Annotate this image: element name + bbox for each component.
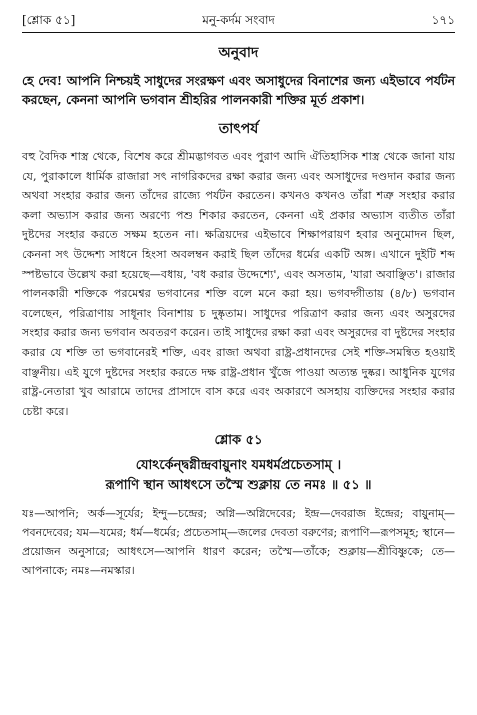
- translation-heading: অনুবাদ: [218, 45, 259, 61]
- purport-text: বহু বৈদিক শাস্ত্র থেকে, বিশেষ করে শ্রীমদ্ভাগবত এবং পুরাণ আদি ঐতিহাসিক শাস্ত্র থেকে জানা যায় যে, পুরাকালে ধার্মিক রাজারা সৎ নাগরিকদের রক্ষা করার জন্য এবং অসাধুদের দণ্ডদান করার জন্য অথবা সংহার করার জন্য তাঁদের রাজ্যে পর্যটন করতেন। কখনও কখনও তাঁরা শত্রু সংহার করার কলা অভ্যাস করার জন্য অরণ্যে পশু শিকার করতেন, কেননা এই প্রকার অভ্যাস ব্যতীত তাঁরা দুষ্টদের সংহার করতে সক্ষম হতেন না। ক্ষত্রিয়দের এইভাবে শিক্ষাপরায়ণ হবার অনুমোদন ছিল, কেননা সৎ উদ্দেশ্য সাধনে হিংসা অবলম্বন করাই ছিল তাঁদের ধর্মের একটি অঙ্গ। এখানে দুইটি শব্দ স্পষ্টভাবে উল্লেখ করা হয়েছে—বধায়, 'বধ করার উদ্দেশ্যে', এবং অসতাম, 'যারা অবাঞ্ছিত'। রাজার পালনকারী শক্তিকে পরমেশ্বর ভগবানের শক্তি বলে মনে করা হয়। ভগবদ্গীতায় (৪/৮) ভগবান বলেছেন, পরিত্রাণায় সাধূনাং বিনাশায় চ দুষ্কৃতাম। সাধুদের পরিত্রাণ করার জন্য এবং অসুরদের সংহার করার জন্য ভগবান অবতরণ করেন। তাই সাধুদের রক্ষা করা এবং অসুরদের বা দুষ্টদের সংহার করার যে শক্তি তা ভগবানেরই শক্তি, এবং রাজা অথবা রাষ্ট্র-প্রধানদের সেই শক্তি-সমন্বিত হওয়াই বাঞ্ছনীয়। এই যুগে দুষ্টদের সংহার করতে দক্ষ রাষ্ট্র-প্রধান খুঁজে পাওয়া অত্যন্ত দুষ্কর। আধুনিক যুগের রাষ্ট্র-নেতারা খুব আরামে তাদের প্রাসাদে বাস করে এবং অকারণে অসহায় ব্যক্তিদের সংহার করার চেষ্টা করে।: [22, 150, 455, 418]
- verse-line-2: রূপাণি স্থান আধৎসে তস্মৈ শুক্লায় তে নমঃ ॥ ৫১ ॥: [105, 478, 372, 494]
- page-header: [22, 10, 455, 32]
- header-divider: [22, 32, 455, 33]
- chapter-running-title: মনু-কর্দম সংবাদ: [202, 13, 275, 27]
- page-number: ১৭১: [431, 13, 455, 27]
- purport-heading: তাৎপর্য: [218, 121, 259, 137]
- word-for-word-synonyms: যঃ—আপনি; অর্ক—সূর্যের; ইন্দু—চন্দ্রের; অগ্নি—অগ্নিদেবের; ইন্দ্র—দেবরাজ ইন্দ্রের; বায়ুনাম্—পবনদেবের; যম—যমের; ধর্ম—ধর্মের; প্রচেতসাম্—জলের দেবতা বরুণের; রূপাণি—রূপসমূহ; স্থানে—প্রয়োজন অনুসারে; আধৎসে—আপনি ধারণ করেন; তস্মৈ—তাঁকে; শুক্লায়—শ্রীবিষ্ণুকে; তে—আপনাকে; নমঃ—নমস্কার।: [22, 507, 455, 578]
- verse-reference: [শ্লোক ৫১]: [22, 13, 76, 27]
- translation-text: হে দেব! আপনি নিশ্চয়ই সাধুদের সংরক্ষণ এবং অসাধুদের বিনাশের জন্য এইভাবে পর্যটন করছেন, কেননা আপনি ভগবান শ্রীহরির পালনকারী শক্তির মূর্ত প্রকাশ।: [22, 73, 455, 107]
- verse-number-heading: শ্লোক ৫১: [214, 433, 263, 449]
- verse-line-1: যোঽর্কেন্দ্বগ্নীন্দ্রবায়ুনাং যমধর্মপ্রচেতসাম্ ।: [135, 458, 342, 474]
